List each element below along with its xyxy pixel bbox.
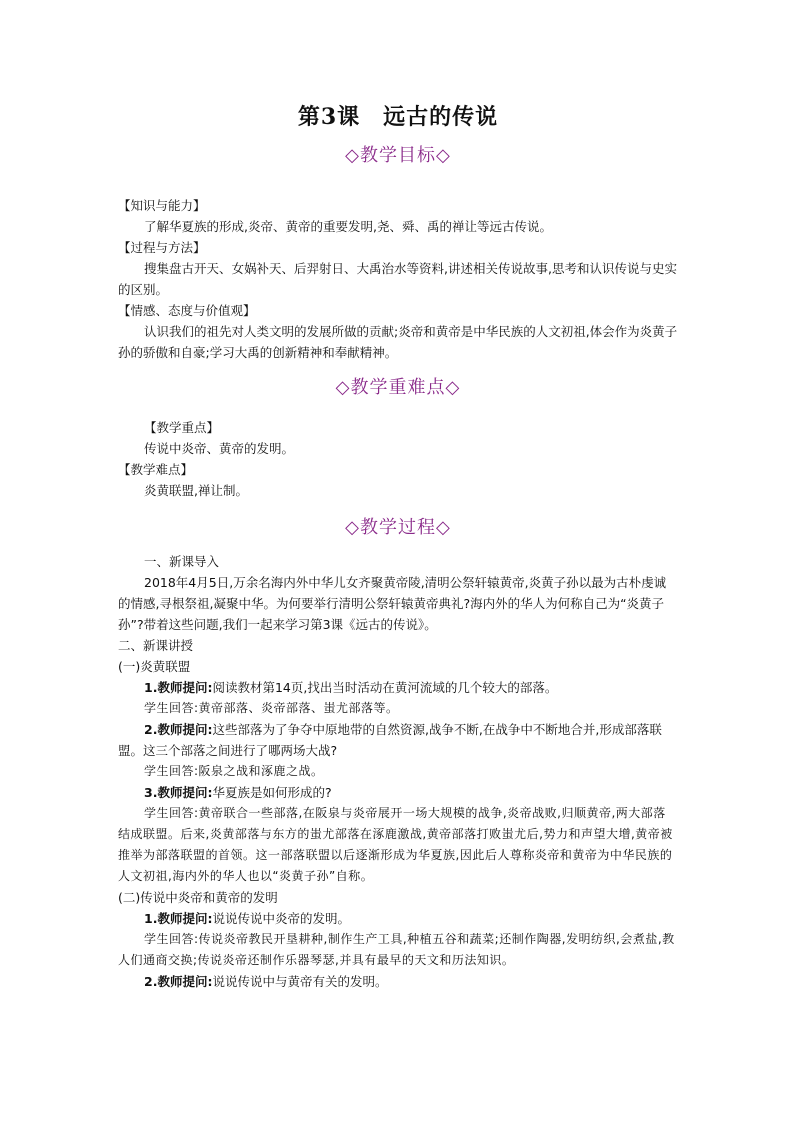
document-page — [118, 100, 678, 992]
question-1-text: 阅读教材第14页,找出当时活动在黄河流域的几个较大的部落。 — [212, 680, 558, 695]
question-5 — [118, 971, 678, 992]
text-difficulty: 炎黄联盟,禅让制。 — [144, 483, 248, 498]
intro-heading: 一、新课导入 — [144, 554, 220, 569]
question-2-label: 2.教师提问: — [144, 722, 213, 737]
question-2-text: 这些部落为了争夺中原地带的自然资源,战争不断,在战争中不断地合并,形成部落联盟。这三个部落之间进行了哪两场大战? — [118, 722, 662, 758]
question-5-label: 2.教师提问: — [144, 974, 213, 989]
new-lesson-heading: 二、新课讲授 — [118, 638, 194, 653]
question-1-label: 1.教师提问: — [144, 680, 213, 695]
answer-1: 学生回答:黄帝部落、炎帝部落、蚩尤部落等。 — [144, 701, 399, 715]
question-3-text: 华夏族是如何形成的? — [212, 785, 332, 800]
answer-4: 学生回答:传说炎帝教民开垦耕种,制作生产工具,种植五谷和蔬菜;还制作陶器,发明纺织,会煮盐,教人们通商交换;传说炎帝还制作乐器琴瑟,并具有最早的天文和历法知识。 — [118, 932, 675, 967]
question-1 — [118, 677, 678, 698]
answer-2: 学生回答:阪泉之战和涿鹿之战。 — [144, 764, 324, 778]
section-heading-objectives: ◇教学目标◇ — [345, 145, 451, 166]
tag-process-method: 【过程与方法】 — [118, 240, 206, 255]
text-focus: 传说中炎帝、黄帝的发明。 — [144, 441, 295, 456]
lesson-title: 第3课 远古的传说 — [297, 104, 499, 130]
question-4 — [118, 908, 678, 929]
text-emotion: 认识我们的祖先对人类文明的发展所做的贡献;炎帝和黄帝是中华民族的人文初祖,体会作为炎黄子孙的骄傲和自豪;学习大禹的创新精神和奉献精神。 — [118, 324, 678, 360]
tag-knowledge: 【知识与能力】 — [118, 198, 206, 213]
tag-focus: 【教学重点】 — [144, 420, 220, 435]
part1-heading: (一)炎黄联盟 — [118, 659, 191, 674]
question-4-label: 1.教师提问: — [144, 911, 213, 926]
question-3-label: 3.教师提问: — [144, 785, 213, 800]
part2-heading: (二)传说中炎帝和黄帝的发明 — [118, 890, 278, 905]
answer-3: 学生回答:黄帝联合一些部落,在阪泉与炎帝展开一场大规模的战争,炎帝战败,归顺黄帝,两大部落结成联盟。后来,炎黄部落与东方的蚩尤部落在涿鹿激战,黄帝部落打败蚩尤后,势力和声望大增,黄帝被推举为部落联盟的首领。这一部落联盟以后逐渐形成为华夏族,因此后人尊称炎帝和黄帝为中华民族的人文初祖,海内外的华人也以“炎黄子孙”自称。 — [118, 806, 673, 883]
tag-difficulty: 【教学难点】 — [118, 462, 194, 477]
question-5-text: 说说传说中与黄帝有关的发明。 — [212, 974, 388, 989]
section-heading-key-points: ◇教学重难点◇ — [335, 377, 461, 398]
question-3 — [118, 782, 678, 803]
text-knowledge: 了解华夏族的形成,炎帝、黄帝的重要发明,尧、舜、禹的禅让等远古传说。 — [144, 219, 552, 234]
tag-emotion: 【情感、态度与价值观】 — [118, 303, 256, 318]
intro-text: 2018年4月5日,万余名海内外中华儿女齐聚黄帝陵,清明公祭轩辕黄帝,炎黄子孙以最为古朴虔诚的情感,寻根祭祖,凝聚中华。为何要举行清明公祭轩辕黄帝典礼?海内外的华人为何称自己为“炎黄子孙”?带着这些问题,我们一起来学习第3课《远古的传说》。 — [118, 575, 667, 632]
question-4-text: 说说传说中炎帝的发明。 — [212, 911, 350, 926]
text-process-method: 搜集盘古开天、女娲补天、后羿射日、大禹治水等资料,讲述相关传说故事,思考和认识传说与史实的区别。 — [118, 261, 677, 297]
section-heading-process: ◇教学过程◇ — [345, 517, 451, 538]
question-2 — [118, 719, 678, 761]
